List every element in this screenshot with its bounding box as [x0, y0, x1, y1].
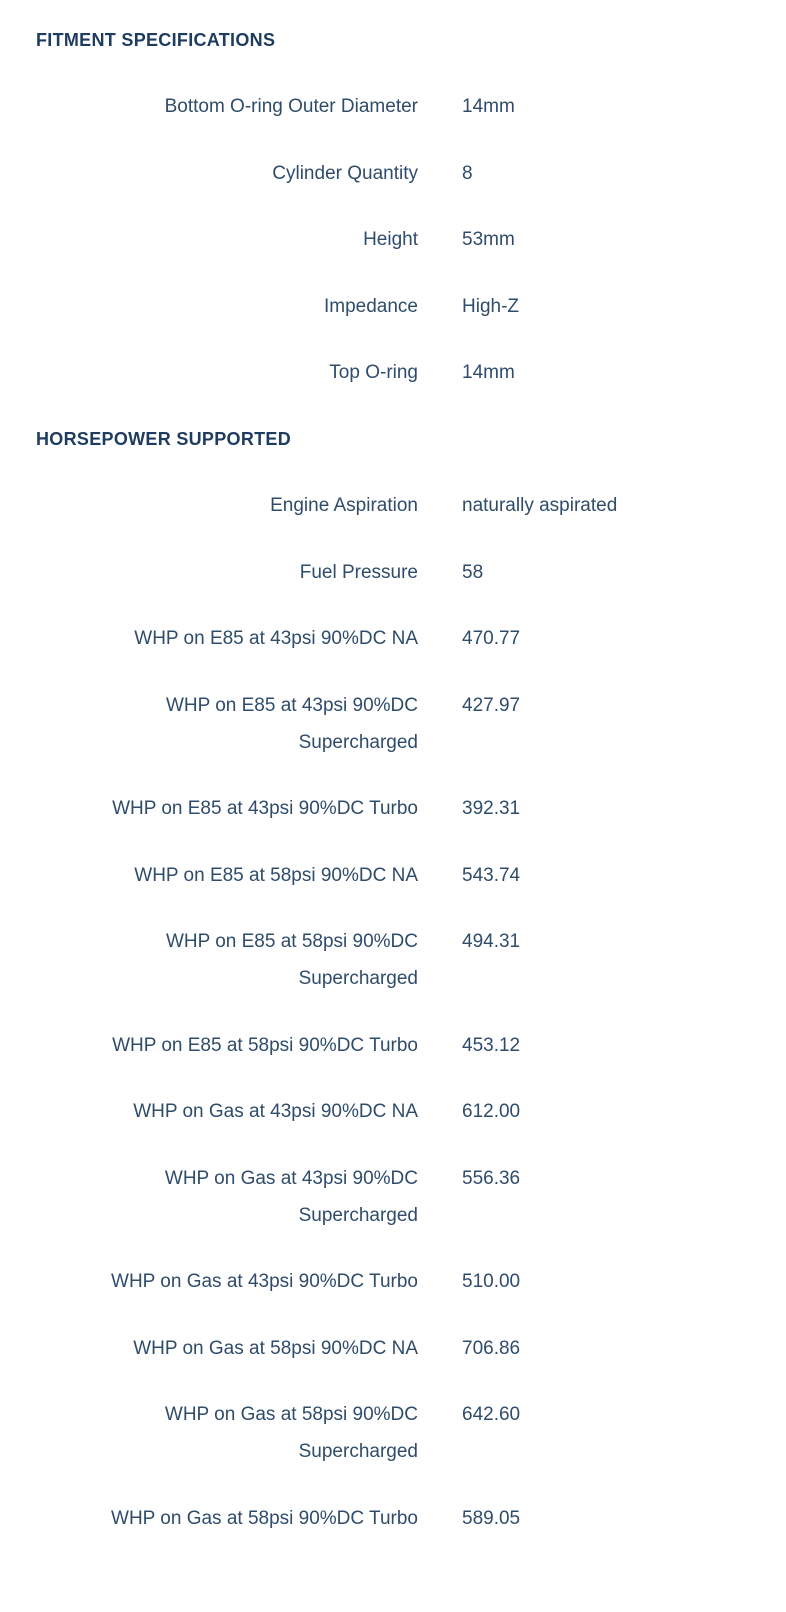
spec-row — [0, 1315, 786, 1382]
spec-row — [0, 473, 786, 540]
section-fitment-specifications — [0, 7, 786, 406]
spec-label: Engine Aspiration — [270, 495, 418, 517]
spec-value: 58 — [462, 561, 484, 583]
spec-value: 453.12 — [462, 1034, 521, 1056]
spec-row — [0, 1145, 786, 1249]
spec-label: Top O-ring — [329, 362, 418, 384]
spec-value: 470.77 — [462, 628, 521, 650]
spec-row — [0, 140, 786, 207]
spec-row — [0, 776, 786, 843]
spec-value: 53mm — [462, 229, 515, 251]
spec-row — [0, 606, 786, 673]
spec-label: WHP on E85 at 43psi 90%DC Supercharged — [165, 694, 418, 753]
spec-label: WHP on E85 at 43psi 90%DC Turbo — [112, 798, 418, 820]
spec-row — [0, 1485, 786, 1552]
spec-row — [0, 1079, 786, 1146]
section-title-fitment-specifications: FITMENT SPECIFICATIONS — [36, 29, 276, 50]
spec-value: 543.74 — [462, 864, 521, 886]
spec-row — [0, 672, 786, 776]
spec-label: Bottom O-ring Outer Diameter — [164, 96, 418, 118]
spec-value: 14mm — [462, 96, 515, 118]
spec-label: Cylinder Quantity — [272, 162, 418, 184]
spec-value: 8 — [462, 162, 473, 184]
spec-value: High-Z — [462, 295, 520, 317]
spec-value: 510.00 — [462, 1271, 521, 1293]
spec-value: 706.86 — [462, 1337, 521, 1359]
spec-value: 556.36 — [462, 1167, 521, 1189]
spec-label: WHP on E85 at 58psi 90%DC Turbo — [112, 1034, 418, 1056]
spec-row — [0, 842, 786, 909]
spec-row — [0, 1249, 786, 1316]
spec-label: WHP on Gas at 58psi 90%DC Supercharged — [164, 1404, 418, 1463]
spec-row — [0, 340, 786, 407]
spec-label: Impedance — [323, 295, 418, 317]
spec-value: 642.60 — [462, 1404, 521, 1426]
spec-row — [0, 1382, 786, 1486]
spec-row — [0, 539, 786, 606]
spec-label: WHP on E85 at 58psi 90%DC Supercharged — [165, 931, 418, 990]
spec-label: Height — [363, 229, 418, 251]
spec-rows — [0, 473, 786, 1552]
spec-row — [0, 1012, 786, 1079]
spec-value: 612.00 — [462, 1101, 521, 1123]
spec-row — [0, 909, 786, 1013]
spec-label: WHP on E85 at 43psi 90%DC NA — [134, 628, 418, 650]
spec-label: WHP on Gas at 43psi 90%DC NA — [133, 1101, 418, 1123]
spec-value: 14mm — [462, 362, 515, 384]
spec-value: 392.31 — [462, 798, 521, 820]
spec-value: 494.31 — [462, 931, 521, 953]
spec-value: 589.05 — [462, 1507, 521, 1529]
section-title-horsepower-supported: HORSEPOWER SUPPORTED — [36, 428, 292, 449]
spec-label: WHP on Gas at 43psi 90%DC Turbo — [111, 1271, 418, 1293]
spec-row — [0, 207, 786, 274]
spec-value: naturally aspirated — [462, 495, 618, 517]
section-horsepower-supported — [0, 406, 786, 1552]
spec-rows — [0, 74, 786, 407]
spec-label: WHP on E85 at 58psi 90%DC NA — [134, 864, 418, 886]
spec-row — [0, 74, 786, 141]
spec-value: 427.97 — [462, 694, 521, 716]
spec-row — [0, 273, 786, 340]
spec-label: WHP on Gas at 58psi 90%DC Turbo — [111, 1507, 418, 1529]
spec-label: WHP on Gas at 43psi 90%DC Supercharged — [164, 1167, 418, 1226]
spec-label: WHP on Gas at 58psi 90%DC NA — [133, 1337, 418, 1359]
spec-label: Fuel Pressure — [299, 561, 418, 583]
product-specifications — [0, 7, 786, 1552]
